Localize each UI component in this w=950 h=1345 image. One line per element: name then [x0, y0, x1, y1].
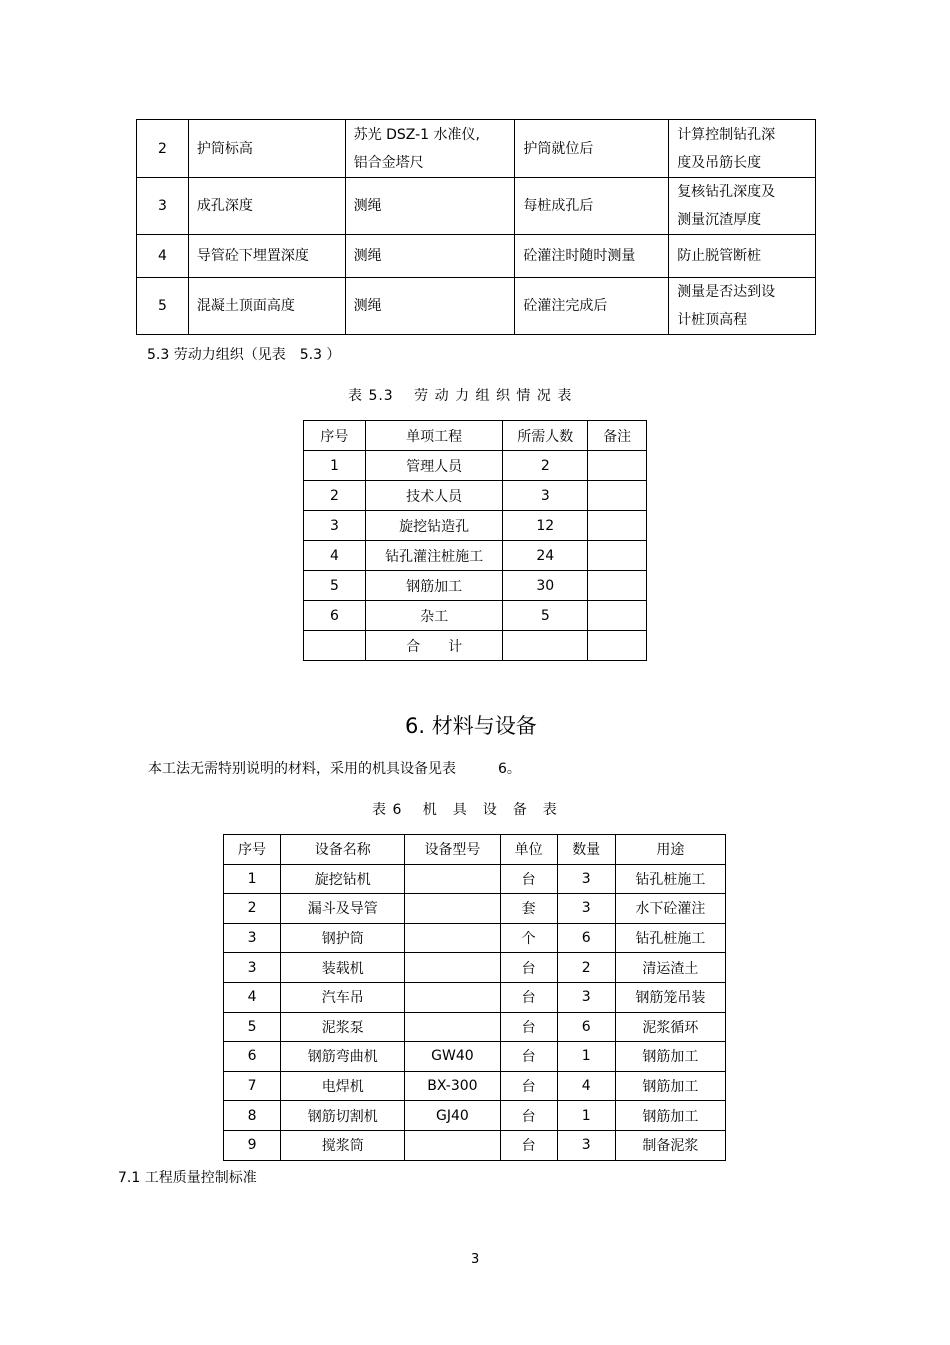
row-number: 3	[137, 178, 189, 235]
tool-line: 测绳	[353, 198, 382, 214]
table-row	[224, 1101, 726, 1131]
time-cell	[515, 278, 669, 335]
time-cell	[515, 120, 669, 178]
purpose-line: 防止脱管断桩	[677, 248, 762, 264]
section-5-3-heading: 5.3 劳动力组织（见表 5.3 ）	[147, 347, 341, 363]
table-cell: 6	[224, 1042, 281, 1072]
table-cell	[405, 1012, 500, 1042]
table-cell: 1	[557, 1042, 615, 1072]
time-line: 砼灌注时随时测量	[523, 248, 636, 264]
table-cell: 台	[500, 1101, 557, 1131]
table-cell: 5	[503, 601, 588, 631]
equipment-table-caption: 表 6 机 具 设 备 表	[372, 802, 558, 818]
table-cell	[405, 894, 500, 924]
table-row	[224, 894, 726, 924]
table-cell: 台	[500, 953, 557, 983]
table-cell: 旋挖钻机	[281, 864, 405, 894]
table-cell: 7	[224, 1071, 281, 1101]
table-row	[224, 982, 726, 1012]
table-cell: 制备泥浆	[615, 1130, 725, 1160]
header-cell: 备注	[588, 421, 647, 451]
table-row	[304, 451, 647, 481]
table-cell: 钢筋切割机	[281, 1101, 405, 1131]
time-line: 护筒就位后	[523, 140, 594, 157]
header-row	[304, 421, 647, 451]
table-cell: 钢筋加工	[615, 1071, 725, 1101]
item-cell: 成孔深度	[188, 178, 345, 235]
table-row	[304, 511, 647, 541]
table-cell: 4	[224, 982, 281, 1012]
table-cell	[503, 631, 588, 661]
table-cell	[588, 451, 647, 481]
table-cell: 搅浆筒	[281, 1130, 405, 1160]
table-cell: 30	[503, 571, 588, 601]
section-6-text: 本工法无需特别说明的材料，采用的机具设备见表 6。	[148, 761, 521, 777]
purpose-cell	[669, 278, 816, 335]
time-cell	[515, 178, 669, 235]
tool-line: 测绳	[353, 298, 382, 314]
section-6-title: 6. 材料与设备	[405, 714, 537, 738]
table-cell: 台	[500, 1130, 557, 1160]
table-cell: 钢筋弯曲机	[281, 1042, 405, 1072]
table-row	[137, 120, 816, 178]
header-cell: 用途	[615, 835, 725, 865]
equipment-table	[223, 834, 726, 1161]
section-7-1-heading: 7.1 工程质量控制标准	[118, 1170, 257, 1186]
table-cell: 钻孔桩施工	[615, 923, 725, 953]
purpose-line: 度及吊筋长度	[677, 154, 762, 171]
table-cell: 2	[224, 894, 281, 924]
tool-line: 测绳	[353, 248, 382, 264]
header-cell: 序号	[224, 835, 281, 865]
table-cell	[405, 864, 500, 894]
table-cell: 泥浆循环	[615, 1012, 725, 1042]
table-cell: 8	[224, 1101, 281, 1131]
table-cell	[588, 601, 647, 631]
table-cell	[405, 953, 500, 983]
time-line: 砼灌注完成后	[523, 298, 608, 314]
table-cell: 台	[500, 864, 557, 894]
table-cell	[304, 631, 366, 661]
header-row	[224, 835, 726, 865]
table-row	[137, 278, 816, 335]
table-cell: GJ40	[405, 1101, 500, 1131]
table-cell: 4	[304, 541, 366, 571]
purpose-cell	[669, 178, 816, 235]
item-cell: 导管砼下埋置深度	[188, 235, 345, 278]
table-cell: 技术人员	[365, 481, 503, 511]
tool-cell	[345, 278, 515, 335]
table-cell: 漏斗及导管	[281, 894, 405, 924]
table-cell: 清运渣土	[615, 953, 725, 983]
page-number: 3	[471, 1252, 480, 1267]
table-row	[304, 481, 647, 511]
table-row	[224, 864, 726, 894]
time-line: 每桩成孔后	[523, 198, 594, 214]
table-cell: GW40	[405, 1042, 500, 1072]
header-cell: 设备型号	[405, 835, 500, 865]
table-cell: 1	[224, 864, 281, 894]
time-cell	[515, 235, 669, 278]
table-row	[224, 953, 726, 983]
table-cell: 汽车吊	[281, 982, 405, 1012]
table-cell	[588, 631, 647, 661]
header-cell: 单位	[500, 835, 557, 865]
table-cell	[405, 1130, 500, 1160]
table-cell: 装载机	[281, 953, 405, 983]
table-row	[224, 1071, 726, 1101]
table-cell	[588, 481, 647, 511]
table-row	[224, 923, 726, 953]
item-cell: 护筒标高	[188, 120, 345, 178]
table-row	[224, 1042, 726, 1072]
table-row	[304, 541, 647, 571]
table-cell	[405, 923, 500, 953]
table-cell: 2	[557, 953, 615, 983]
table-cell: 钢护筒	[281, 923, 405, 953]
table-cell: 套	[500, 894, 557, 924]
purpose-line: 复核钻孔深度及	[677, 184, 776, 200]
table-cell: 3	[557, 864, 615, 894]
table-row	[304, 571, 647, 601]
table-cell: 5	[304, 571, 366, 601]
table-cell: 2	[304, 481, 366, 511]
table-cell: 3	[224, 953, 281, 983]
table-cell: 1	[557, 1101, 615, 1131]
tool-cell	[345, 235, 515, 278]
table-cell: 1	[304, 451, 366, 481]
table-cell: 2	[503, 451, 588, 481]
table-cell: 管理人员	[365, 451, 503, 481]
table-cell: 3	[557, 982, 615, 1012]
table-cell: 杂工	[365, 601, 503, 631]
row-number: 2	[137, 120, 189, 178]
table-cell: 3	[224, 923, 281, 953]
table-cell: 个	[500, 923, 557, 953]
header-cell: 序号	[304, 421, 366, 451]
labor-table-caption: 表 5.3 劳 动 力 组 织 情 况 表	[348, 388, 573, 404]
table-cell: 电焊机	[281, 1071, 405, 1101]
table-cell: 钻孔桩施工	[615, 864, 725, 894]
row-number: 4	[137, 235, 189, 278]
table-cell: 台	[500, 1012, 557, 1042]
header-cell: 数量	[557, 835, 615, 865]
header-cell: 所需人数	[503, 421, 588, 451]
tool-line: 铝合金塔尺	[353, 154, 424, 171]
table-cell: 台	[500, 982, 557, 1012]
table-cell: 3	[304, 511, 366, 541]
table-cell	[588, 541, 647, 571]
table-row	[224, 1012, 726, 1042]
table-cell: 24	[503, 541, 588, 571]
table-row	[137, 235, 816, 278]
table-cell: 旋挖钻造孔	[365, 511, 503, 541]
tool-cell	[345, 120, 515, 178]
purpose-cell	[669, 235, 816, 278]
table-cell: 水下砼灌注	[615, 894, 725, 924]
purpose-line: 计桩顶高程	[677, 312, 748, 328]
table-cell: 合 计	[365, 631, 503, 661]
table-cell: 9	[224, 1130, 281, 1160]
purpose-cell	[669, 120, 816, 178]
table-cell: BX-300	[405, 1071, 500, 1101]
header-cell: 设备名称	[281, 835, 405, 865]
table-cell: 钢筋加工	[615, 1042, 725, 1072]
table-cell	[588, 511, 647, 541]
item-cell: 混凝土顶面高度	[188, 278, 345, 335]
table-cell: 4	[557, 1071, 615, 1101]
tool-line: 苏光 DSZ-1 水准仪,	[353, 126, 480, 143]
table-cell: 钢筋加工	[615, 1101, 725, 1131]
header-cell: 单项工程	[365, 421, 503, 451]
table-cell: 3	[557, 894, 615, 924]
table-cell: 12	[503, 511, 588, 541]
table-cell: 6	[557, 923, 615, 953]
table-cell: 钢筋加工	[365, 571, 503, 601]
table-row	[304, 601, 647, 631]
table-cell	[588, 571, 647, 601]
row-number: 5	[137, 278, 189, 335]
table-cell: 泥浆泵	[281, 1012, 405, 1042]
table-cell: 台	[500, 1071, 557, 1101]
purpose-line: 测量沉渣厚度	[677, 212, 762, 228]
purpose-line: 计算控制钻孔深	[677, 126, 776, 143]
table-cell: 台	[500, 1042, 557, 1072]
labor-table	[303, 420, 647, 661]
table-cell: 3	[503, 481, 588, 511]
table-cell: 5	[224, 1012, 281, 1042]
measurement-table	[136, 119, 816, 335]
table-row	[224, 1130, 726, 1160]
table-cell: 钻孔灌注桩施工	[365, 541, 503, 571]
table-row	[304, 631, 647, 661]
purpose-line: 测量是否达到设	[677, 284, 776, 300]
table-row	[137, 178, 816, 235]
table-cell	[405, 982, 500, 1012]
table-cell: 6	[557, 1012, 615, 1042]
table-cell: 3	[557, 1130, 615, 1160]
tool-cell	[345, 178, 515, 235]
table-cell: 6	[304, 601, 366, 631]
table-cell: 钢筋笼吊装	[615, 982, 725, 1012]
